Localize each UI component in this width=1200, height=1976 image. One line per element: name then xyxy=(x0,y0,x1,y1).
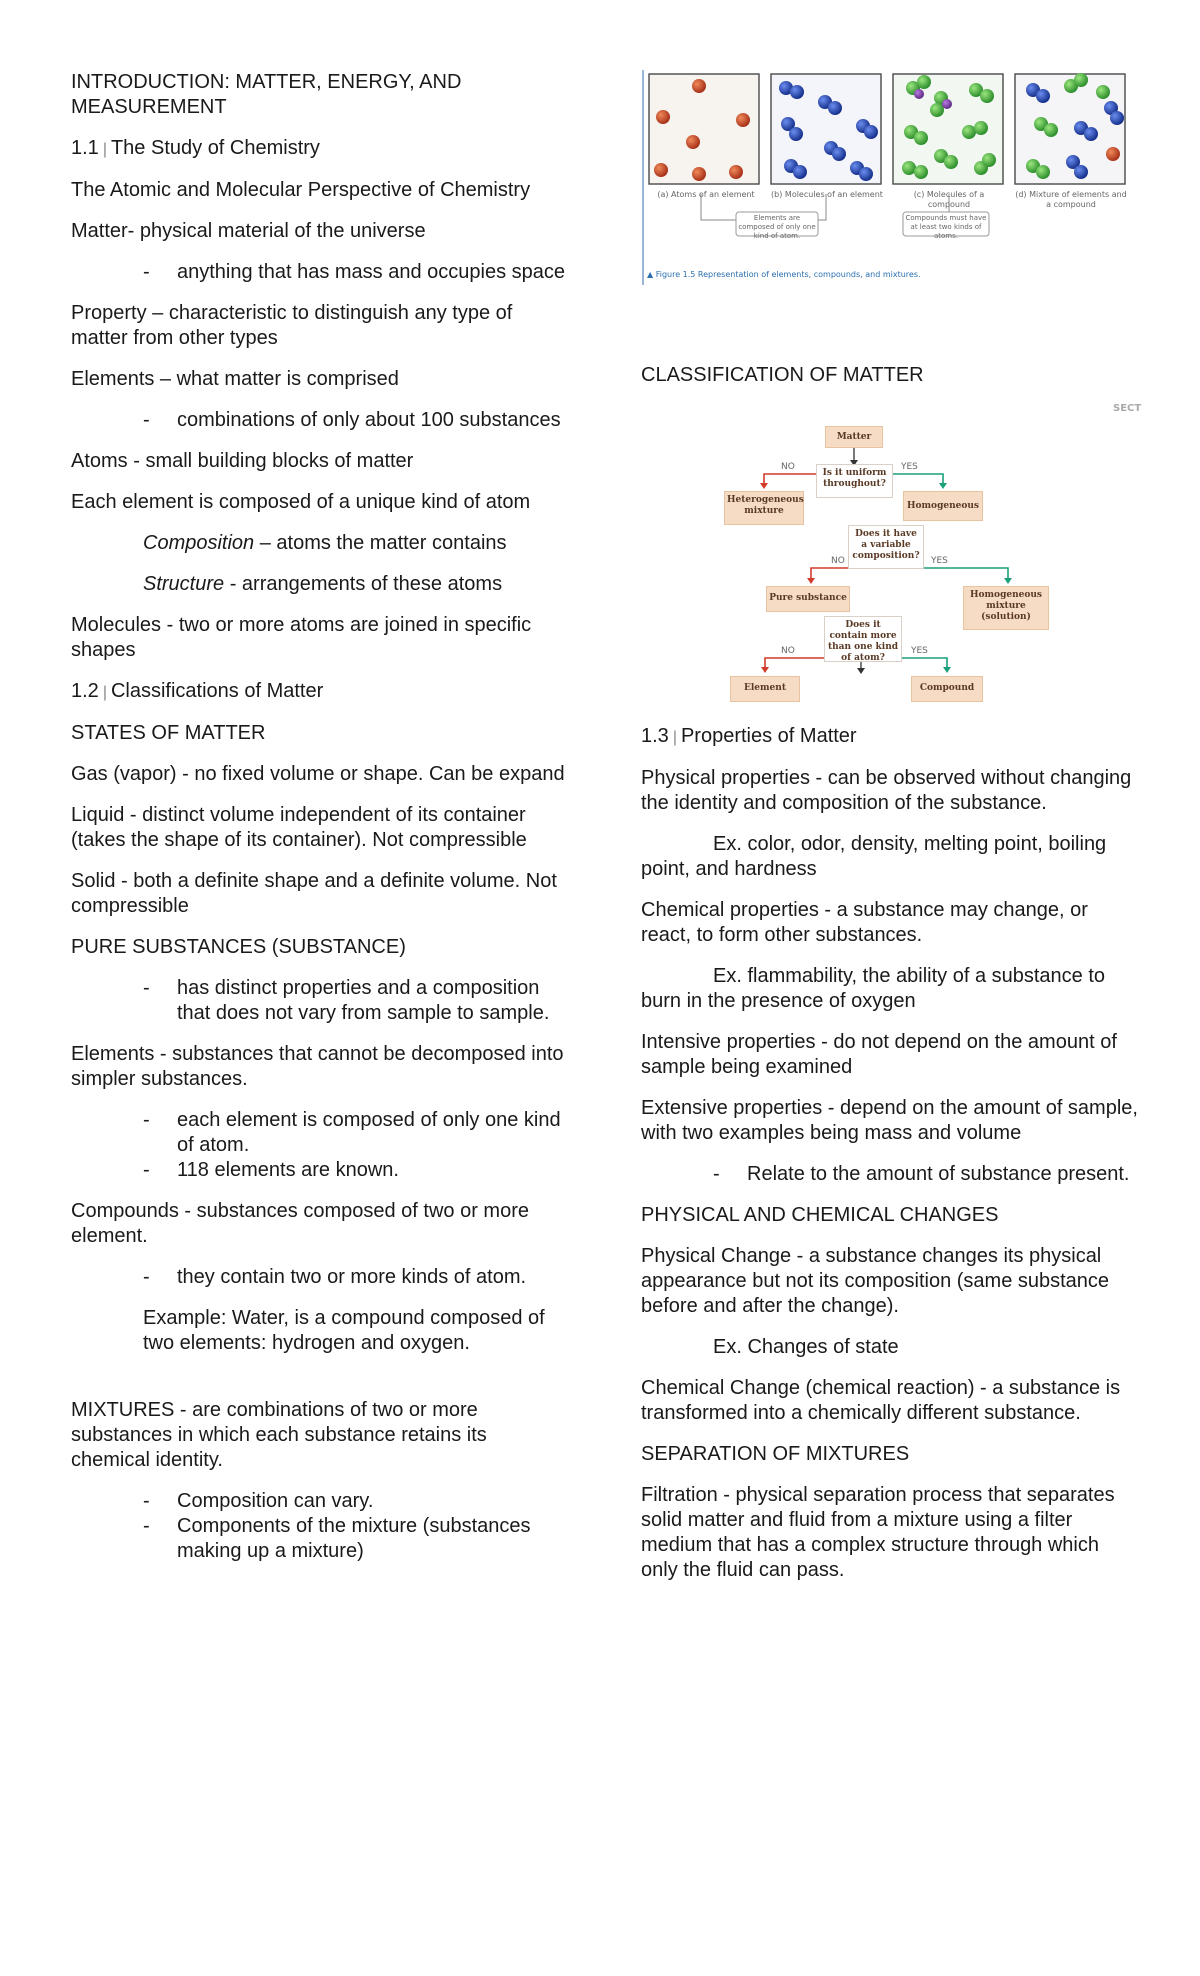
classification-heading: CLASSIFICATION OF MATTER xyxy=(641,364,924,386)
list-item: - they contain two or more kinds of atom. xyxy=(143,1265,571,1290)
chemical-change: Chemical Change (chemical reaction) - a substance is transformed into a chemically different substance. xyxy=(641,1377,1121,1424)
list-item: - Composition can vary. xyxy=(143,1489,571,1514)
document-title: INTRODUCTION: MATTER, ENERGY, AND MEASUREMENT xyxy=(71,71,462,118)
extensive-properties: Extensive properties - depend on the amount of sample, with two examples being mass and volume xyxy=(641,1097,1138,1144)
list-item: - has distinct properties and a composition that does not vary from sample to sample. xyxy=(143,976,571,1026)
elements-definition: Elements – what matter is comprised xyxy=(71,368,399,390)
mixtures-definition: MIXTURES - are combinations of two or more substances in which each substance retains its chemical identity. xyxy=(71,1399,487,1471)
list-item: - 118 elements are known. xyxy=(143,1158,571,1183)
pure-substances-heading: PURE SUBSTANCES (SUBSTANCE) xyxy=(71,936,406,958)
gas-definition: Gas (vapor) - no fixed volume or shape. Can be expand xyxy=(71,763,565,785)
node-element: Element xyxy=(730,676,800,702)
classification-flowchart xyxy=(641,404,1141,724)
section-1-1-heading: 1.1 | The Study of Chemistry xyxy=(71,137,320,159)
extensive-bullets xyxy=(641,1162,1141,1187)
atoms-figure-svg xyxy=(641,70,1141,285)
elements-substances-bullets xyxy=(71,1108,571,1183)
water-example: Example: Water, is a compound composed of two elements: hydrogen and oxygen. xyxy=(143,1307,545,1354)
list-item: - Relate to the amount of substance present. xyxy=(713,1162,1141,1187)
figure-elements-compounds-mixtures xyxy=(641,70,1141,285)
intensive-properties: Intensive properties - do not depend on the amount of sample being examined xyxy=(641,1031,1117,1078)
changes-heading: PHYSICAL AND CHEMICAL CHANGES xyxy=(641,1204,999,1226)
figure-caption: ▲ Figure 1.5 Representation of elements, compounds, and mixtures. xyxy=(647,270,921,279)
composition-definition: Composition – atoms the matter contains xyxy=(143,532,507,554)
section-1-3-heading: 1.3 | Properties of Matter xyxy=(641,725,857,747)
node-pure-substance: Pure substance xyxy=(766,586,850,612)
right-column xyxy=(641,70,1141,1599)
elements-bullets xyxy=(71,408,571,433)
structure-definition: Structure - arrangements of these atoms xyxy=(143,573,503,595)
liquid-definition: Liquid - distinct volume independent of its container (takes the shape of its container). Not compressible xyxy=(71,804,527,851)
each-element-text: Each element is composed of a unique kind of atom xyxy=(71,491,531,513)
label-no-1: NO xyxy=(781,462,795,472)
section-1-2-heading: 1.2 | Classifications of Matter xyxy=(71,680,324,702)
molecules-definition: Molecules - two or more atoms are joined in specific shapes xyxy=(71,614,532,661)
left-column xyxy=(71,70,571,1580)
physical-change-example: Ex. Changes of state xyxy=(713,1336,899,1358)
node-heterogeneous: Heterogeneous mixture xyxy=(724,491,804,525)
caption-b: (b) Molecules of an element xyxy=(771,190,883,199)
matter-definition: Matter- physical material of the universe xyxy=(71,220,426,242)
node-matter: Matter xyxy=(825,426,883,448)
elements-note: Elements are composed of only one kind of atom. xyxy=(738,214,816,240)
list-item: - Components of the mixture (substances making up a mixture) xyxy=(143,1514,571,1564)
atomic-perspective-heading: The Atomic and Molecular Perspective of Chemistry xyxy=(71,179,531,201)
filtration-definition: Filtration - physical separation process that separates solid matter and fluid from a mixture using a filter medium that has a complex structure through which only the fluid can pass. xyxy=(641,1484,1115,1581)
pure-substances-bullets xyxy=(71,976,571,1026)
caption-a: (a) Atoms of an element xyxy=(657,190,755,199)
property-definition: Property – characteristic to distinguish any type of matter from other types xyxy=(71,302,513,349)
label-yes-2: YES xyxy=(931,556,948,566)
node-more-atoms-question: Does it contain more than one kind of atom? xyxy=(824,616,902,662)
compounds-definition: Compounds - substances composed of two or more element. xyxy=(71,1200,529,1247)
node-homogeneous-mixture: Homogeneous mixture (solution) xyxy=(963,586,1049,630)
label-no-3: NO xyxy=(781,646,795,656)
chemical-properties: Chemical properties - a substance may change, or react, to form other substances. xyxy=(641,899,1088,946)
label-yes-1: YES xyxy=(901,462,918,472)
states-of-matter-heading: STATES OF MATTER xyxy=(71,722,266,744)
label-no-2: NO xyxy=(831,556,845,566)
node-variable-question: Does it have a variable composition? xyxy=(848,525,924,569)
elements-substances-definition: Elements - substances that cannot be decomposed into simpler substances. xyxy=(71,1043,564,1090)
mixtures-bullets xyxy=(71,1489,571,1564)
sect-label: SECT xyxy=(1113,403,1142,414)
list-item: - each element is composed of only one kind of atom. xyxy=(143,1108,571,1158)
list-item: - combinations of only about 100 substances xyxy=(143,408,571,433)
list-item: - anything that has mass and occupies space xyxy=(143,260,571,285)
matter-bullets xyxy=(71,260,571,285)
node-compound: Compound xyxy=(911,676,983,702)
node-homogeneous: Homogeneous xyxy=(903,491,983,521)
physical-properties-example: Ex. color, odor, density, melting point, boiling point, and hardness xyxy=(641,833,1107,880)
solid-definition: Solid - both a definite shape and a definite volume. Not compressible xyxy=(71,870,557,917)
physical-change: Physical Change - a substance changes its physical appearance but not its composition (same substance before and after the change). xyxy=(641,1245,1110,1317)
atoms-definition: Atoms - small building blocks of matter xyxy=(71,450,414,472)
label-yes-3: YES xyxy=(911,646,928,656)
caption-c: (c) Molecules of a compound xyxy=(913,190,985,209)
separation-heading: SEPARATION OF MIXTURES xyxy=(641,1443,910,1465)
caption-d: (d) Mixture of elements and a compound xyxy=(1015,190,1127,209)
node-uniform-question: Is it uniform throughout? xyxy=(816,464,893,498)
physical-properties: Physical properties - can be observed without changing the identity and composition of the substance. xyxy=(641,767,1132,814)
chemical-properties-example: Ex. flammability, the ability of a substance to burn in the presence of oxygen xyxy=(641,965,1106,1012)
compounds-note: Compounds must have at least two kinds of atoms. xyxy=(905,214,987,240)
compounds-bullets xyxy=(71,1265,571,1290)
